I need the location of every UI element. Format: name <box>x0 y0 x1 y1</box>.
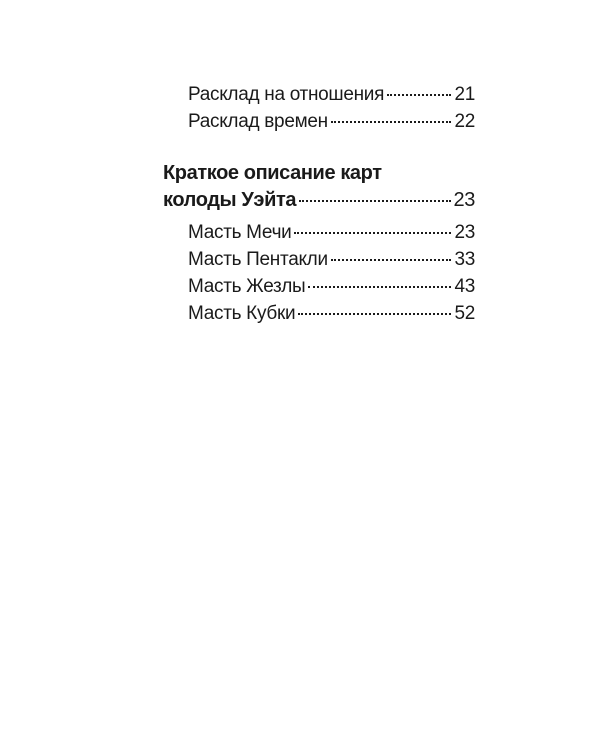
dot-leader <box>331 121 452 123</box>
dot-leader <box>331 259 452 261</box>
dot-leader <box>308 286 451 288</box>
toc-section-heading-line2[interactable] <box>163 189 475 216</box>
toc-entry-page: 22 <box>454 111 475 132</box>
toc-entry-page: 52 <box>454 303 475 324</box>
toc-entry-title: Расклад времен <box>188 111 328 132</box>
toc-entry[interactable] <box>163 303 475 330</box>
table-of-contents <box>163 84 475 330</box>
toc-section-title-line2: колоды Уэйта <box>163 189 297 211</box>
toc-entry-page: 43 <box>454 276 475 297</box>
toc-entry[interactable] <box>163 276 475 303</box>
toc-entry[interactable] <box>163 84 475 111</box>
toc-entry-title: Масть Кубки <box>188 303 296 324</box>
toc-entry-title: Масть Жезлы <box>188 276 306 297</box>
toc-entry[interactable] <box>163 111 475 138</box>
dot-leader <box>294 232 451 234</box>
toc-entry[interactable] <box>163 222 475 249</box>
toc-entry-title: Масть Пентакли <box>188 249 328 270</box>
toc-entry-title: Расклад на отношения <box>188 84 385 105</box>
dot-leader <box>298 313 451 315</box>
toc-entry-page: 21 <box>454 84 475 105</box>
toc-section-heading-line1[interactable] <box>163 162 475 189</box>
toc-section-title-line1: Краткое описание карт <box>163 162 382 184</box>
toc-section-page: 23 <box>453 189 475 211</box>
dot-leader <box>299 200 450 202</box>
toc-entry-page: 23 <box>454 222 475 243</box>
toc-entry-title: Масть Мечи <box>188 222 292 243</box>
toc-entry-page: 33 <box>454 249 475 270</box>
dot-leader <box>387 94 451 96</box>
toc-entry[interactable] <box>163 249 475 276</box>
